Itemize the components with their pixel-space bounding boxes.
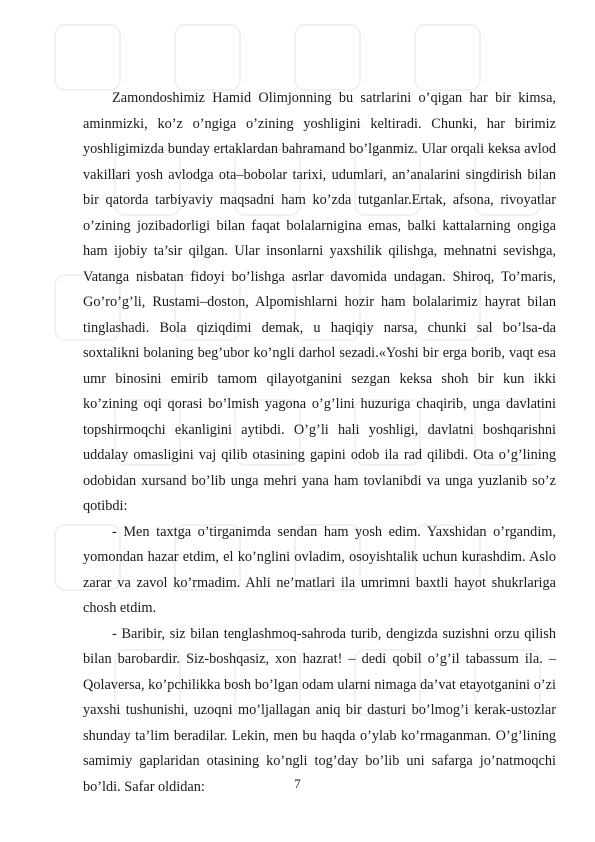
paragraph-2: - Men taxtga o’tirganimda sendan ham yosh edim. Yaxshidan o’rgandim, yomondan hazar etdim, el ko’nglini ovladim, osoyishtalik uchun kurashdim. Aslo zarar va zavol ko’rmadim. Ahli ne’matlari ila umrimni baxtli hayot shukrlariga chosh etdim. [83,523,556,616]
paragraph-1: Zamondoshimiz Hamid Olimjonning bu satrlarini o’qigan har bir kimsa, aminmizki, ko’z o’ngiga o’zining yoshligini keltiradi. Chunki, har birimiz yoshligimizda bunday ertaklardan bahramand bo’lganmiz. Ular orqali keksa avlod vakillari yosh avlodga ota–bobolar tarixi, udumlari, an’analarini singdirish bilan bir qatorda tarbiyaviy maqsadni ham ko’zda tutganlar.Ertak, afsona, rivoyatlar o’zining jozibadorligi bilan faqat bolalarnigina emas, balki kattalarning ongiga ham ijobiy ta’sir qilgan. Ular insonlarni yaxshilik qilishga, mehnatni sevishga, Vatanga nisbatan fidoyi bo’lishga asrlar davomida undagan. Shiroq, To’maris, Go’ro’g’li, Rustami–doston, Alpomishlarni hozir ham bolalarimiz hayrat bilan tinglashadi. Bola qiziqdimi demak, u haqiqiy narsa, chunki sal bo’lsa-da soxtalikni bolaning beg’ubor ko’ngli darhol sezadi.«Yoshi bir erga borib, vaqt esa umr binosini emirib tamom qilayotganini sezgan keksa shoh bir kun ikki ko’zining oqi qorasi bo’lmish yagona o’g’lini huzuriga chaqirib, unga davlatini topshirmoqchi ekanligini aytibdi. O’g’li hali yoshligi, davlatni boshqarishni uddalay omasligini vaj qilib otasining gapini odob ila rad qilibdi. Ota o’g’lining odobidan xursand bo’lib unga mehri yana ham tovlanibdi va unga yuzlanib so’z qotibdi: [83,90,556,514]
paragraph-3: - Baribir, siz bilan tenglashmoq-sahroda turib, dengizda suzishni orzu qilish bilan barobardir. Siz-boshqasiz, xon hazrat! – dedi qobil o’g’il tabassum ila. – Qolaversa, ko’pchilikka bosh bo’lgan odam ularni nimaga da’vat etayotganini o’zi yaxshi tushunishi, uzoqni mo’ljallagan aniq bir dasturi bo’lmog’i kerak-ustozlar shunday ta’lim beradilar. Lekin, men bu haqda o’ylab ko’rmaganman. O’g’lining samimiy gaplaridan otasining ko’ngli tog’day bo’lib uni safarga jo’natmoqchi bo’ldi. Safar oldidan: [83,625,556,795]
body-text [83,86,556,800]
page-number: 7 [294,776,301,791]
